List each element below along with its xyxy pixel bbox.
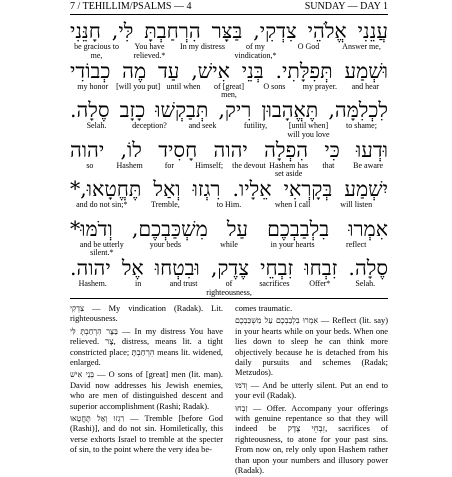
note-text: — O sons of [great] men (lit. man). David now addresses his Jewish enemies, who are men of distinguished descent and superior accomplishment (Rashi; Radak). (70, 370, 223, 411)
gloss-word: O God (297, 42, 320, 51)
commentary-note (235, 381, 388, 402)
commentary-note (235, 304, 388, 314)
verse-hebrew-line: יִשְׁמַע בְּקָרְאִי אֵלָיו. רִגְזוּ וְאַל תֶּחֱטָאוּ,* (70, 177, 388, 201)
gloss-word: and trust (169, 279, 198, 288)
gloss-word: and hear (351, 81, 379, 91)
gloss-word: In my distress (180, 42, 225, 51)
notes-column-right (235, 304, 388, 477)
commentary-note (70, 414, 223, 456)
note-text: — And be utterly silent. Put an end to your evil (Radak). (235, 380, 388, 401)
note-headword: בְּנֵי אִישׁ (70, 370, 95, 380)
note-headword: וְדֹמּוּ (235, 380, 248, 390)
verse-hebrew-line: וּדְעוּ כִּי הִפְלָה יהוה חָסִיד לוֹ, יהוה (70, 137, 388, 162)
commentary-note (70, 304, 223, 325)
gloss-word: be gracious to me, (74, 42, 119, 60)
gloss-word: so (86, 160, 94, 170)
gloss-word: of my vindication,* (234, 42, 277, 60)
gloss-word: O sons (263, 81, 286, 91)
gloss-word: Offer* (309, 279, 331, 288)
notes-column-left (70, 304, 223, 456)
gloss-word: Himself; (195, 160, 224, 170)
header-rule (70, 14, 388, 15)
verse-hebrew-line: סֶלָה. זִבְחוּ זִבְחֵי צֶדֶק, וּבִטְחוּ אֶל יהוה. (70, 256, 388, 280)
gloss-word: and seek (188, 121, 217, 130)
gloss-word: to Him. (216, 200, 242, 209)
note-text: — Offer. Accompany your offerings with genuine repentance so that they will indeed be זִבְחֵי צֶדֶק, sacrifices of righteousness, to atone for your past sins. From now on, rely only upon Hashem rather than upon your numbers and illusory power (Radak). (235, 403, 389, 476)
note-headword: אִמְרוּ בִלְבַבְכֶם עַל מִשְׁכַּבְכֶם (235, 316, 319, 326)
gloss-word: my honor (77, 81, 109, 91)
gloss-word: Selah. (86, 121, 107, 130)
note-text: — Tremble [before God (Rashi)], and do not sin. Homiletically, this verse exhorts Israel to tremble at the specter of sin, to the point where the very idea be- (70, 414, 223, 455)
gloss-word: for (164, 160, 175, 170)
gloss-word: Answer me, (342, 42, 381, 51)
gloss-word: my prayer. (302, 81, 337, 91)
gloss-word: Hashem (116, 160, 143, 170)
notes-divider (70, 298, 388, 299)
gloss-word: reflect (345, 239, 367, 249)
verse-hebrew-line: עֲנֵנִי אֱלֹהֵי צִדְקִי, בַּצָּר הִרְחַבְתָּ לִּי, חָנֵּנִי (70, 19, 388, 43)
header-left: 7 / TEHILLIM/PSALMS — 4 (70, 1, 192, 12)
gloss-word: in your hearts (270, 239, 315, 249)
gloss-word: when I call (274, 200, 311, 209)
commentary-note (235, 316, 388, 378)
header-right: SUNDAY — DAY 1 (304, 1, 388, 12)
gloss-word: your beds (149, 239, 182, 249)
gloss-word: until when (166, 81, 201, 91)
commentary-notes (70, 304, 389, 476)
note-headword: רִגְזוּ וְאַל תֶּחֱטָאוּ (70, 414, 125, 424)
gloss-word: Hashem. (78, 279, 107, 288)
gloss-word: the devout (232, 160, 266, 170)
gloss-word: and be utterly silent.* (79, 239, 124, 257)
gloss-word: in (135, 279, 142, 288)
note-text: — Reflect (lit. say) in your hearts while on your beds. When one lies down to sleep he can think more objectively because he is detached from his daily pursuits and schemes (Radak; Metzudos). (235, 316, 389, 378)
gloss-word: deception? (132, 121, 167, 130)
gloss-word: that (322, 160, 335, 170)
gloss-word: Be aware (353, 160, 384, 170)
verse-hebrew-line: לִכְלִמָּה, תֶּאֱהָבוּן רִיק, תְּבַקְשׁוּ כָזָב סֶלָה. (70, 98, 388, 122)
gloss-word: Tremble, (150, 200, 180, 209)
note-text: comes traumatic. (235, 304, 293, 313)
commentary-note (70, 370, 223, 412)
gloss-word: of [great] men, (214, 81, 244, 99)
note-headword: בַּצָּר הִרְחַבְתָּ לִּי (70, 326, 118, 336)
gloss-word: to shame; (346, 121, 377, 130)
gloss-word: of righteousness, (206, 279, 252, 297)
commentary-note (70, 327, 223, 369)
note-headword: זִבְחוּ (235, 403, 248, 413)
gloss-word: [until when] will you love (287, 121, 330, 139)
gloss-word: and do not sin;* (76, 200, 128, 209)
gloss-word: [will you put] (116, 81, 161, 91)
note-headword: צִדְקִי (70, 304, 85, 313)
verse-hebrew-line: וּשְׁמַע תְּפִלָּתִי. בְּנֵי אִישׁ, עַד מֶה כְבוֹדִי (70, 58, 388, 83)
gloss-word: while (220, 239, 238, 249)
commentary-note (235, 404, 388, 477)
running-header (70, 0, 388, 13)
note-text: — In my distress You have relieved. צָר, distress, means lit. a tight constricted place; הִרְחַבְתָּ means lit. widened, enlarged. (70, 326, 224, 368)
gloss-word: Hashem has set aside (269, 160, 309, 178)
gloss-word: Selah. (355, 279, 376, 288)
verse-hebrew-line: אִמְרוּ בִלְבַבְכֶם עַל מִשְׁכַּבְכֶם, וְדֹמּוּ* (70, 216, 388, 241)
gloss-word: will listen (340, 200, 373, 209)
note-text: — My vindication (Radak). Lit. righteousness. (70, 304, 223, 324)
gloss-word: You have relieved.* (133, 42, 166, 60)
gloss-word: futility, (243, 121, 268, 130)
gloss-word: sacrifices (259, 279, 290, 288)
